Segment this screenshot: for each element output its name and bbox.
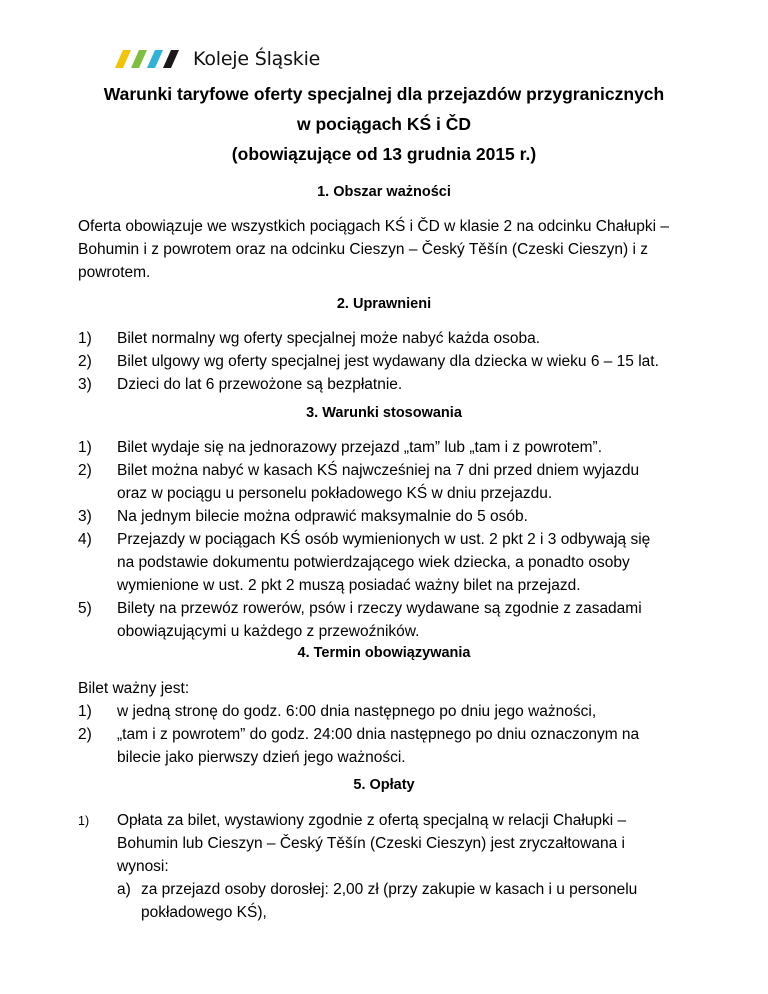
section-area-text: Oferta obowiązuje we wszystkich pociągach KŚ i ČD w klasie 2 na odcinku Chałupki – Bohumin i z powrotem oraz na odcinku Cieszyn – Český Těšín (Czeski Cieszyn) i z powrotem. (78, 218, 670, 281)
list-item: 1) Opłata za bilet, wystawiony zgodnie z ofertą specjalną w relacji Chałupki – Bohumin lub Cieszyn – Český Těšín (Czeski Cieszyn) jest zryczałtowana i wynosi: a) za przejazd osoby dorosłej: 2,00 zł (przy zakupie w kasach i u personelu pokładowego KŚ), (78, 809, 650, 924)
list-item: 3) Dzieci do lat 6 przewożone są bezpłatnie. (78, 376, 403, 393)
list-item: 1) Bilet normalny wg oferty specjalnej może nabyć każda osoba. (78, 330, 541, 347)
sub-list-item: a) za przejazd osoby dorosłej: 2,00 zł (przy zakupie w kasach i u personelu pokładowego KŚ), (117, 881, 638, 921)
list-item: 2) Bilet można nabyć w kasach KŚ najwcześniej na 7 dni przed dniem wyjazdu oraz w pociągu u personelu pokładowego KŚ w dniu przejazdu. (78, 462, 640, 502)
page-title-line2: w pociągach KŚ i ČD (296, 114, 472, 134)
section-heading-eligible: 2. Uprawnieni (336, 296, 432, 312)
validity-list (78, 700, 658, 769)
list-item: 2) „tam i z powrotem” do godz. 24:00 dnia następnego po dniu oznaczonym na bilecie jako pierwszy dzień jego ważności. (78, 726, 640, 766)
list-item: 4) Przejazdy w pociągach KŚ osób wymienionych w ust. 2 pkt 2 i 3 odbywają się na podstawie dokumentu potwierdzającego wiek dziecka, a ponadto osoby wymienione w ust. 2 pkt 2 muszą posiadać ważny bilet na przejazd. (78, 531, 651, 594)
page-title: Warunki taryfowe oferty specjalnej dla przejazdów przygranicznych (103, 84, 665, 104)
fees-list (78, 809, 650, 924)
section-heading-area: 1. Obszar ważności (317, 184, 451, 200)
logo-text: Koleje Śląskie (193, 48, 321, 70)
section-heading-validity: 4. Termin obowiązywania (297, 645, 471, 661)
fees-sublist (117, 878, 650, 924)
conditions-list (78, 436, 668, 643)
section-heading-fees: 5. Opłaty (353, 777, 415, 793)
list-item: 1) Bilet wydaje się na jednorazowy przejazd „tam” lub „tam i z powrotem”. (78, 439, 602, 456)
section-heading-conditions: 3. Warunki stosowania (306, 405, 462, 421)
logo-stripes-icon (109, 48, 187, 70)
list-item: 1) w jedną stronę do godz. 6:00 dnia następnego po dniu jego ważności, (78, 703, 597, 720)
page-title-date: (obowiązujące od 13 grudnia 2015 r.) (231, 144, 537, 164)
eligible-list (78, 327, 678, 396)
company-logo (109, 44, 320, 74)
list-item: 2) Bilet ulgowy wg oferty specjalnej jest wydawany dla dziecka w wieku 6 – 15 lat. (78, 353, 659, 370)
list-item: 5) Bilety na przewóz rowerów, psów i rzeczy wydawane są zgodnie z zasadami obowiązującymi u każdego z przewoźników. (78, 600, 642, 640)
validity-intro: Bilet ważny jest: (78, 680, 190, 697)
list-item: 3) Na jednym bilecie można odprawić maksymalnie do 5 osób. (78, 508, 528, 525)
